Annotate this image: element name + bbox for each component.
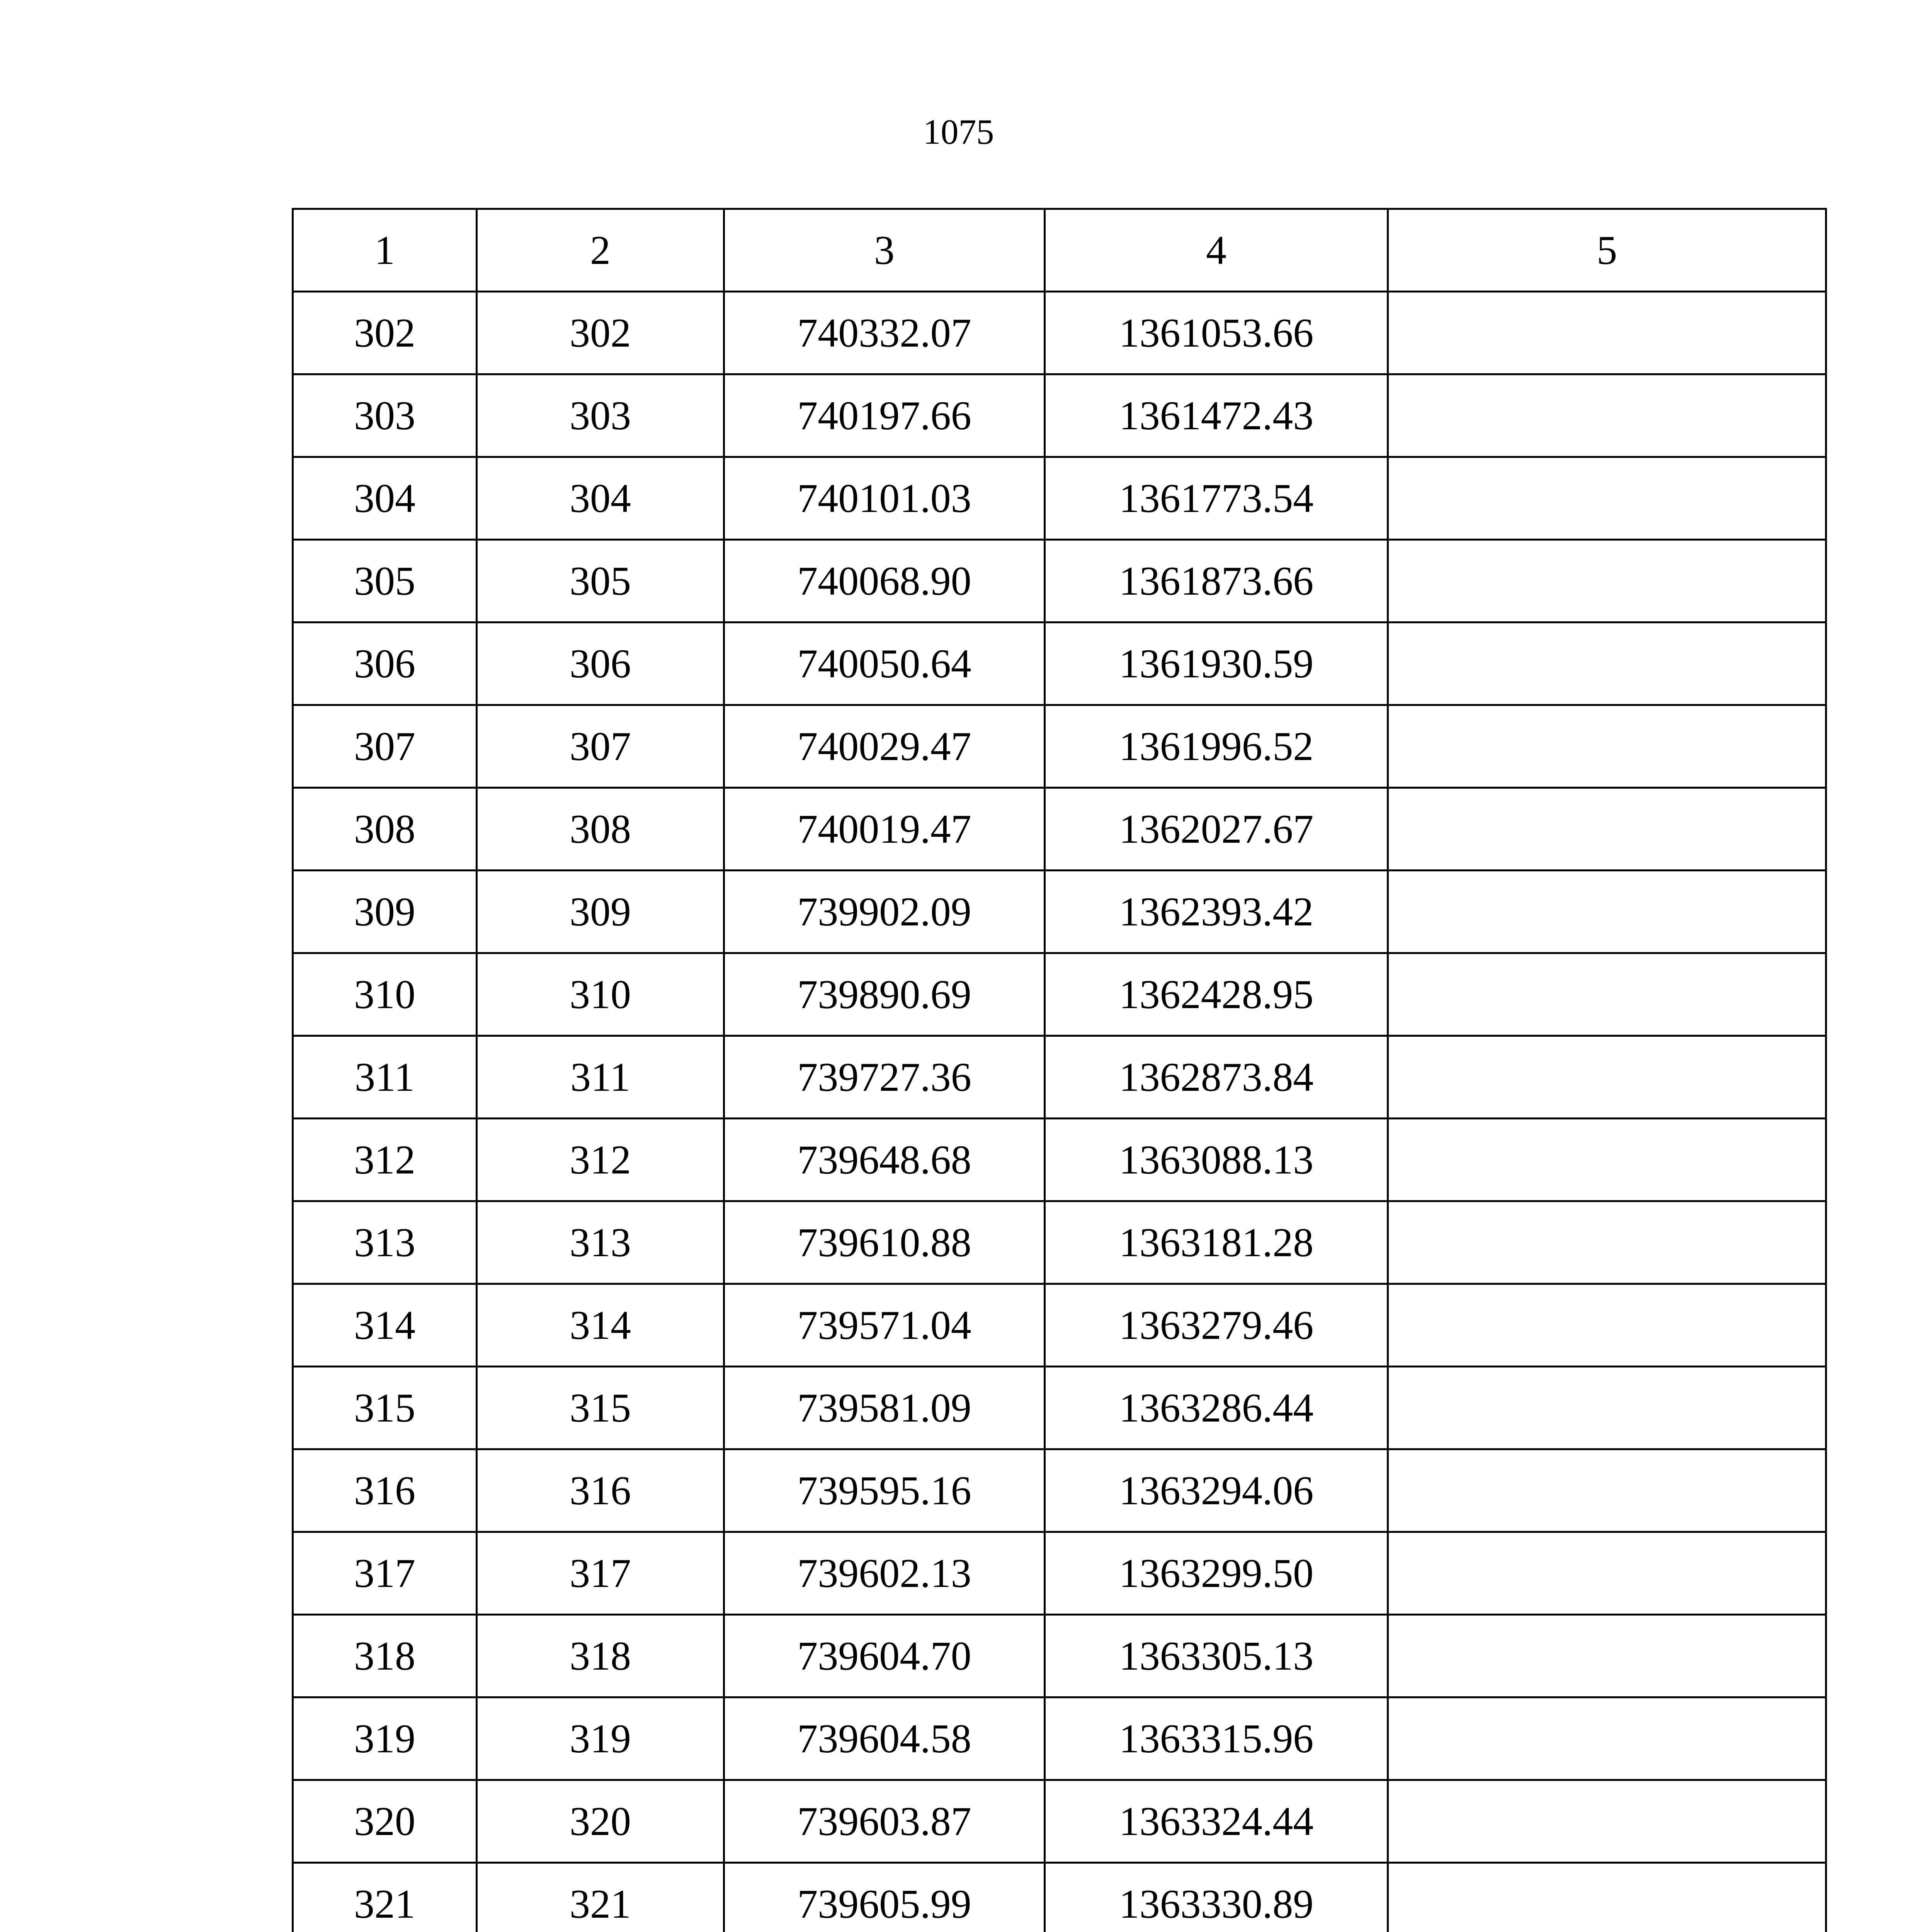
point-number-cell: 318: [293, 1615, 477, 1697]
y-coordinate-cell: 1361472.43: [1045, 374, 1388, 457]
note-cell: [1388, 292, 1826, 374]
note-cell: [1388, 622, 1826, 705]
y-coordinate-cell: 1363279.46: [1045, 1284, 1388, 1367]
point-number-cell: 311: [293, 1036, 477, 1119]
table-row: [293, 1449, 1826, 1532]
note-cell: [1388, 1615, 1826, 1697]
y-coordinate-cell: 1363299.50: [1045, 1532, 1388, 1615]
table-row: [293, 374, 1826, 457]
point-number-cell: 315: [293, 1367, 477, 1449]
point-number-cell: 321: [293, 1863, 477, 1932]
point-number-cell: 308: [293, 788, 477, 871]
x-coordinate-cell: 739571.04: [724, 1284, 1045, 1367]
point-id-cell: 311: [477, 1036, 724, 1119]
y-coordinate-cell: 1363330.89: [1045, 1863, 1388, 1932]
x-coordinate-cell: 739890.69: [724, 953, 1045, 1036]
y-coordinate-cell: 1363324.44: [1045, 1780, 1388, 1863]
point-id-cell: 304: [477, 457, 724, 540]
note-cell: [1388, 1532, 1826, 1615]
y-coordinate-cell: 1361053.66: [1045, 292, 1388, 374]
note-cell: [1388, 1697, 1826, 1780]
table-row: [293, 1780, 1826, 1863]
coordinates-table: [292, 208, 1827, 1932]
point-id-cell: 314: [477, 1284, 724, 1367]
note-cell: [1388, 374, 1826, 457]
column-header-4: 4: [1045, 209, 1388, 292]
point-number-cell: 316: [293, 1449, 477, 1532]
point-id-cell: 313: [477, 1201, 724, 1284]
point-id-cell: 315: [477, 1367, 724, 1449]
x-coordinate-cell: 739648.68: [724, 1119, 1045, 1201]
table-row: [293, 1367, 1826, 1449]
y-coordinate-cell: 1363181.28: [1045, 1201, 1388, 1284]
note-cell: [1388, 871, 1826, 953]
point-id-cell: 319: [477, 1697, 724, 1780]
note-cell: [1388, 788, 1826, 871]
note-cell: [1388, 1036, 1826, 1119]
y-coordinate-cell: 1361773.54: [1045, 457, 1388, 540]
table-row: [293, 1532, 1826, 1615]
y-coordinate-cell: 1362873.84: [1045, 1036, 1388, 1119]
table-row: [293, 1615, 1826, 1697]
point-number-cell: 314: [293, 1284, 477, 1367]
x-coordinate-cell: 739595.16: [724, 1449, 1045, 1532]
table-row: [293, 457, 1826, 540]
column-header-5: 5: [1388, 209, 1826, 292]
point-id-cell: 305: [477, 540, 724, 622]
note-cell: [1388, 953, 1826, 1036]
point-number-cell: 305: [293, 540, 477, 622]
point-number-cell: 302: [293, 292, 477, 374]
y-coordinate-cell: 1363286.44: [1045, 1367, 1388, 1449]
x-coordinate-cell: 739610.88: [724, 1201, 1045, 1284]
point-id-cell: 309: [477, 871, 724, 953]
coordinates-table-body: [293, 209, 1826, 1932]
column-header-1: 1: [293, 209, 477, 292]
table-row: [293, 540, 1826, 622]
point-number-cell: 309: [293, 871, 477, 953]
point-id-cell: 310: [477, 953, 724, 1036]
table-row: [293, 871, 1826, 953]
point-id-cell: 303: [477, 374, 724, 457]
point-number-cell: 317: [293, 1532, 477, 1615]
x-coordinate-cell: 739727.36: [724, 1036, 1045, 1119]
table-row: [293, 1119, 1826, 1201]
point-id-cell: 321: [477, 1863, 724, 1932]
point-id-cell: 316: [477, 1449, 724, 1532]
point-number-cell: 310: [293, 953, 477, 1036]
table-row: [293, 953, 1826, 1036]
point-number-cell: 319: [293, 1697, 477, 1780]
x-coordinate-cell: 739581.09: [724, 1367, 1045, 1449]
table-row: [293, 1036, 1826, 1119]
point-id-cell: 320: [477, 1780, 724, 1863]
x-coordinate-cell: 740332.07: [724, 292, 1045, 374]
point-id-cell: 308: [477, 788, 724, 871]
point-number-cell: 313: [293, 1201, 477, 1284]
x-coordinate-cell: 740019.47: [724, 788, 1045, 871]
point-number-cell: 320: [293, 1780, 477, 1863]
x-coordinate-cell: 739902.09: [724, 871, 1045, 953]
y-coordinate-cell: 1361873.66: [1045, 540, 1388, 622]
table-header-row: [293, 209, 1826, 292]
x-coordinate-cell: 739602.13: [724, 1532, 1045, 1615]
note-cell: [1388, 1284, 1826, 1367]
y-coordinate-cell: 1363315.96: [1045, 1697, 1388, 1780]
y-coordinate-cell: 1362428.95: [1045, 953, 1388, 1036]
x-coordinate-cell: 740050.64: [724, 622, 1045, 705]
y-coordinate-cell: 1361930.59: [1045, 622, 1388, 705]
y-coordinate-cell: 1362393.42: [1045, 871, 1388, 953]
y-coordinate-cell: 1363088.13: [1045, 1119, 1388, 1201]
x-coordinate-cell: 740029.47: [724, 705, 1045, 788]
point-number-cell: 303: [293, 374, 477, 457]
note-cell: [1388, 540, 1826, 622]
point-id-cell: 318: [477, 1615, 724, 1697]
page-number: 1075: [923, 112, 994, 151]
table-row: [293, 292, 1826, 374]
note-cell: [1388, 1780, 1826, 1863]
y-coordinate-cell: 1362027.67: [1045, 788, 1388, 871]
point-id-cell: 302: [477, 292, 724, 374]
point-number-cell: 306: [293, 622, 477, 705]
table-row: [293, 1284, 1826, 1367]
x-coordinate-cell: 740101.03: [724, 457, 1045, 540]
y-coordinate-cell: 1363305.13: [1045, 1615, 1388, 1697]
point-number-cell: 304: [293, 457, 477, 540]
column-header-3: 3: [724, 209, 1045, 292]
note-cell: [1388, 1449, 1826, 1532]
x-coordinate-cell: 740068.90: [724, 540, 1045, 622]
table-row: [293, 788, 1826, 871]
table-row: [293, 1863, 1826, 1932]
note-cell: [1388, 1367, 1826, 1449]
note-cell: [1388, 1119, 1826, 1201]
table-row: [293, 1697, 1826, 1780]
table-row: [293, 1201, 1826, 1284]
point-id-cell: 307: [477, 705, 724, 788]
point-id-cell: 312: [477, 1119, 724, 1201]
note-cell: [1388, 1863, 1826, 1932]
column-header-2: 2: [477, 209, 724, 292]
x-coordinate-cell: 740197.66: [724, 374, 1045, 457]
x-coordinate-cell: 739603.87: [724, 1780, 1045, 1863]
note-cell: [1388, 457, 1826, 540]
x-coordinate-cell: 739604.58: [724, 1697, 1045, 1780]
point-id-cell: 317: [477, 1532, 724, 1615]
y-coordinate-cell: 1361996.52: [1045, 705, 1388, 788]
x-coordinate-cell: 739605.99: [724, 1863, 1045, 1932]
note-cell: [1388, 1201, 1826, 1284]
x-coordinate-cell: 739604.70: [724, 1615, 1045, 1697]
y-coordinate-cell: 1363294.06: [1045, 1449, 1388, 1532]
note-cell: [1388, 705, 1826, 788]
point-id-cell: 306: [477, 622, 724, 705]
point-number-cell: 307: [293, 705, 477, 788]
table-row: [293, 705, 1826, 788]
table-row: [293, 622, 1826, 705]
point-number-cell: 312: [293, 1119, 477, 1201]
